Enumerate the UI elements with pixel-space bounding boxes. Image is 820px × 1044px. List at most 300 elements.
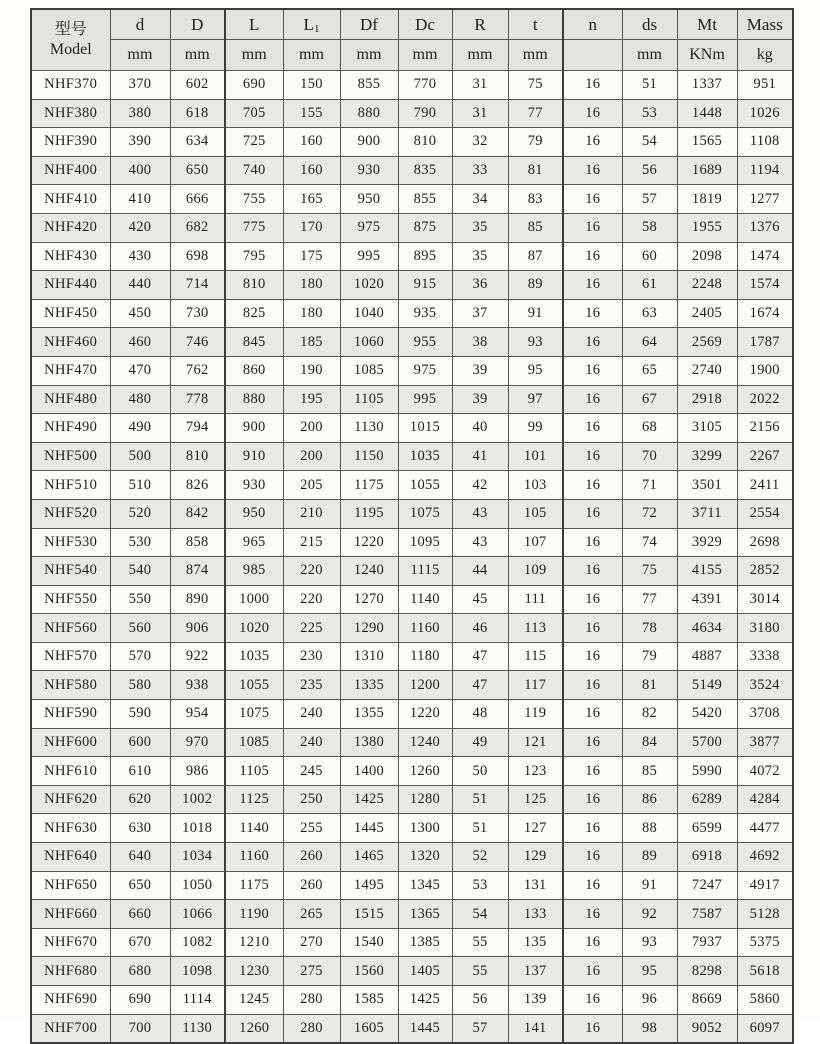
cell-L1: 150 <box>283 71 340 100</box>
cell-Df: 1290 <box>340 614 398 643</box>
cell-R: 51 <box>452 785 508 814</box>
table-row <box>31 871 793 900</box>
cell-R: 57 <box>452 1014 508 1043</box>
cell-L1: 275 <box>283 957 340 986</box>
column-unit-L1: mm <box>283 40 340 71</box>
cell-d: 450 <box>110 299 170 328</box>
cell-D: 986 <box>170 757 225 786</box>
model-cell: NHF390 <box>31 128 110 157</box>
cell-Dc: 1240 <box>398 728 452 757</box>
cell-ds: 53 <box>622 99 677 128</box>
cell-n: 16 <box>563 385 622 414</box>
table-row <box>31 528 793 557</box>
cell-L1: 250 <box>283 785 340 814</box>
cell-D: 842 <box>170 499 225 528</box>
model-cell: NHF680 <box>31 957 110 986</box>
cell-Mt: 9052 <box>677 1014 737 1043</box>
cell-Dc: 1095 <box>398 528 452 557</box>
cell-d: 500 <box>110 442 170 471</box>
cell-d: 640 <box>110 843 170 872</box>
cell-n: 16 <box>563 642 622 671</box>
cell-n: 16 <box>563 928 622 957</box>
cell-Mt: 2098 <box>677 242 737 271</box>
dimension-spec-table <box>30 8 794 1044</box>
cell-t: 77 <box>508 99 563 128</box>
cell-n: 16 <box>563 900 622 929</box>
column-header-Mt <box>677 9 737 40</box>
model-cell: NHF520 <box>31 499 110 528</box>
cell-Mass: 3338 <box>737 642 793 671</box>
column-label: R <box>474 14 486 34</box>
cell-n: 16 <box>563 957 622 986</box>
cell-n: 16 <box>563 99 622 128</box>
cell-d: 680 <box>110 957 170 986</box>
column-header-d <box>110 9 170 40</box>
cell-D: 826 <box>170 471 225 500</box>
cell-t: 119 <box>508 700 563 729</box>
cell-d: 370 <box>110 71 170 100</box>
cell-R: 32 <box>452 128 508 157</box>
cell-n: 16 <box>563 843 622 872</box>
cell-Mass: 5375 <box>737 928 793 957</box>
cell-L1: 190 <box>283 356 340 385</box>
model-header-en: Model <box>49 41 92 58</box>
cell-L: 705 <box>225 99 283 128</box>
cell-n: 16 <box>563 471 622 500</box>
cell-d: 510 <box>110 471 170 500</box>
column-unit-Dc: mm <box>398 40 452 71</box>
column-header-D <box>170 9 225 40</box>
model-cell: NHF670 <box>31 928 110 957</box>
cell-Dc: 955 <box>398 328 452 357</box>
cell-Df: 900 <box>340 128 398 157</box>
cell-D: 970 <box>170 728 225 757</box>
cell-R: 34 <box>452 185 508 214</box>
cell-Dc: 875 <box>398 213 452 242</box>
cell-Mass: 951 <box>737 71 793 100</box>
cell-n: 16 <box>563 499 622 528</box>
model-cell: NHF700 <box>31 1014 110 1043</box>
cell-d: 380 <box>110 99 170 128</box>
cell-R: 36 <box>452 271 508 300</box>
cell-L: 1140 <box>225 814 283 843</box>
cell-D: 1082 <box>170 928 225 957</box>
model-cell: NHF690 <box>31 986 110 1015</box>
cell-L: 1000 <box>225 585 283 614</box>
cell-R: 42 <box>452 471 508 500</box>
cell-ds: 56 <box>622 156 677 185</box>
model-cell: NHF570 <box>31 642 110 671</box>
cell-d: 520 <box>110 499 170 528</box>
cell-d: 400 <box>110 156 170 185</box>
cell-Df: 1085 <box>340 356 398 385</box>
cell-Df: 880 <box>340 99 398 128</box>
cell-D: 906 <box>170 614 225 643</box>
cell-D: 890 <box>170 585 225 614</box>
table-body <box>31 71 793 1044</box>
cell-Df: 1445 <box>340 814 398 843</box>
cell-L1: 155 <box>283 99 340 128</box>
cell-L1: 265 <box>283 900 340 929</box>
cell-R: 51 <box>452 814 508 843</box>
model-cell: NHF530 <box>31 528 110 557</box>
column-unit-Mt: KNm <box>677 40 737 71</box>
cell-d: 690 <box>110 986 170 1015</box>
cell-Mass: 5860 <box>737 986 793 1015</box>
cell-Mass: 1026 <box>737 99 793 128</box>
cell-t: 111 <box>508 585 563 614</box>
model-cell: NHF620 <box>31 785 110 814</box>
cell-t: 137 <box>508 957 563 986</box>
cell-L: 1075 <box>225 700 283 729</box>
cell-L: 1055 <box>225 671 283 700</box>
cell-L1: 160 <box>283 156 340 185</box>
cell-D: 602 <box>170 71 225 100</box>
table-row <box>31 642 793 671</box>
cell-n: 16 <box>563 271 622 300</box>
cell-Mt: 1955 <box>677 213 737 242</box>
cell-ds: 57 <box>622 185 677 214</box>
cell-R: 52 <box>452 843 508 872</box>
cell-D: 1130 <box>170 1014 225 1043</box>
table-row <box>31 585 793 614</box>
cell-D: 1018 <box>170 814 225 843</box>
cell-R: 43 <box>452 528 508 557</box>
cell-L1: 160 <box>283 128 340 157</box>
cell-Dc: 835 <box>398 156 452 185</box>
table-row <box>31 471 793 500</box>
cell-d: 430 <box>110 242 170 271</box>
cell-L1: 200 <box>283 442 340 471</box>
cell-Mt: 3501 <box>677 471 737 500</box>
cell-Mt: 3711 <box>677 499 737 528</box>
cell-t: 85 <box>508 213 563 242</box>
cell-t: 121 <box>508 728 563 757</box>
cell-Df: 1425 <box>340 785 398 814</box>
cell-t: 117 <box>508 671 563 700</box>
table-row <box>31 557 793 586</box>
cell-d: 610 <box>110 757 170 786</box>
cell-ds: 70 <box>622 442 677 471</box>
table-row <box>31 328 793 357</box>
cell-n: 16 <box>563 785 622 814</box>
cell-Mt: 4391 <box>677 585 737 614</box>
cell-R: 37 <box>452 299 508 328</box>
table-row <box>31 99 793 128</box>
cell-t: 81 <box>508 156 563 185</box>
cell-L: 740 <box>225 156 283 185</box>
cell-L1: 270 <box>283 928 340 957</box>
column-header-Df <box>340 9 398 40</box>
cell-D: 954 <box>170 700 225 729</box>
cell-t: 99 <box>508 414 563 443</box>
cell-n: 16 <box>563 356 622 385</box>
cell-Dc: 895 <box>398 242 452 271</box>
header-label-row <box>31 9 793 40</box>
cell-Df: 1585 <box>340 986 398 1015</box>
cell-Mt: 5149 <box>677 671 737 700</box>
cell-n: 16 <box>563 700 622 729</box>
cell-Mt: 1448 <box>677 99 737 128</box>
cell-L: 775 <box>225 213 283 242</box>
cell-Df: 1040 <box>340 299 398 328</box>
cell-ds: 86 <box>622 785 677 814</box>
cell-L: 1190 <box>225 900 283 929</box>
cell-R: 39 <box>452 385 508 414</box>
column-header-n <box>563 9 622 40</box>
cell-D: 650 <box>170 156 225 185</box>
cell-ds: 88 <box>622 814 677 843</box>
cell-L: 1245 <box>225 986 283 1015</box>
cell-Dc: 1445 <box>398 1014 452 1043</box>
cell-t: 133 <box>508 900 563 929</box>
cell-n: 16 <box>563 442 622 471</box>
column-label: Mass <box>746 14 783 34</box>
cell-ds: 93 <box>622 928 677 957</box>
model-cell: NHF590 <box>31 700 110 729</box>
cell-t: 91 <box>508 299 563 328</box>
cell-R: 44 <box>452 557 508 586</box>
cell-D: 730 <box>170 299 225 328</box>
cell-Mt: 8298 <box>677 957 737 986</box>
model-header-zh: 型号 <box>54 21 87 38</box>
cell-L: 985 <box>225 557 283 586</box>
cell-Mass: 4917 <box>737 871 793 900</box>
cell-Dc: 1015 <box>398 414 452 443</box>
cell-t: 109 <box>508 557 563 586</box>
cell-L1: 185 <box>283 328 340 357</box>
cell-n: 16 <box>563 71 622 100</box>
cell-n: 16 <box>563 185 622 214</box>
cell-d: 600 <box>110 728 170 757</box>
cell-D: 698 <box>170 242 225 271</box>
cell-L: 1260 <box>225 1014 283 1043</box>
cell-Dc: 1385 <box>398 928 452 957</box>
cell-d: 420 <box>110 213 170 242</box>
cell-D: 1098 <box>170 957 225 986</box>
cell-t: 89 <box>508 271 563 300</box>
cell-Dc: 1035 <box>398 442 452 471</box>
model-cell: NHF440 <box>31 271 110 300</box>
model-cell: NHF560 <box>31 614 110 643</box>
cell-Df: 1060 <box>340 328 398 357</box>
cell-ds: 67 <box>622 385 677 414</box>
table-row <box>31 156 793 185</box>
cell-L: 1160 <box>225 843 283 872</box>
column-header-t <box>508 9 563 40</box>
cell-Mt: 8669 <box>677 986 737 1015</box>
cell-L: 825 <box>225 299 283 328</box>
cell-n: 16 <box>563 299 622 328</box>
cell-d: 590 <box>110 700 170 729</box>
column-header-Dc <box>398 9 452 40</box>
table-row <box>31 986 793 1015</box>
cell-R: 41 <box>452 442 508 471</box>
cell-d: 530 <box>110 528 170 557</box>
cell-ds: 85 <box>622 757 677 786</box>
cell-Mass: 2852 <box>737 557 793 586</box>
cell-ds: 61 <box>622 271 677 300</box>
cell-t: 107 <box>508 528 563 557</box>
cell-t: 125 <box>508 785 563 814</box>
cell-t: 113 <box>508 614 563 643</box>
cell-n: 16 <box>563 557 622 586</box>
table-row <box>31 185 793 214</box>
cell-Dc: 975 <box>398 356 452 385</box>
cell-t: 75 <box>508 71 563 100</box>
cell-R: 38 <box>452 328 508 357</box>
cell-Dc: 855 <box>398 185 452 214</box>
cell-Dc: 995 <box>398 385 452 414</box>
cell-L1: 220 <box>283 585 340 614</box>
cell-D: 938 <box>170 671 225 700</box>
table-row <box>31 757 793 786</box>
cell-d: 620 <box>110 785 170 814</box>
cell-D: 666 <box>170 185 225 214</box>
cell-Mass: 1900 <box>737 356 793 385</box>
cell-D: 1066 <box>170 900 225 929</box>
cell-L1: 195 <box>283 385 340 414</box>
cell-Mt: 4634 <box>677 614 737 643</box>
cell-Mass: 4692 <box>737 843 793 872</box>
column-unit-d: mm <box>110 40 170 71</box>
cell-Df: 1240 <box>340 557 398 586</box>
cell-L: 910 <box>225 442 283 471</box>
cell-R: 43 <box>452 499 508 528</box>
cell-L: 1175 <box>225 871 283 900</box>
column-label: L <box>303 14 314 34</box>
cell-ds: 63 <box>622 299 677 328</box>
column-label: Dc <box>415 14 435 34</box>
model-cell: NHF660 <box>31 900 110 929</box>
cell-R: 56 <box>452 986 508 1015</box>
cell-Mass: 3524 <box>737 671 793 700</box>
table-row <box>31 814 793 843</box>
column-unit-Mass: kg <box>737 40 793 71</box>
cell-Mt: 1565 <box>677 128 737 157</box>
cell-Mass: 1194 <box>737 156 793 185</box>
table-row <box>31 71 793 100</box>
cell-ds: 68 <box>622 414 677 443</box>
model-cell: NHF640 <box>31 843 110 872</box>
cell-Df: 975 <box>340 213 398 242</box>
column-header-model <box>31 9 110 71</box>
cell-Mt: 3105 <box>677 414 737 443</box>
cell-Df: 1465 <box>340 843 398 872</box>
cell-Mass: 2022 <box>737 385 793 414</box>
cell-Mass: 5618 <box>737 957 793 986</box>
cell-Mass: 5128 <box>737 900 793 929</box>
cell-t: 95 <box>508 356 563 385</box>
cell-Mt: 1819 <box>677 185 737 214</box>
cell-t: 103 <box>508 471 563 500</box>
cell-L1: 175 <box>283 242 340 271</box>
cell-t: 79 <box>508 128 563 157</box>
cell-Mass: 1108 <box>737 128 793 157</box>
cell-Mt: 2248 <box>677 271 737 300</box>
table-row <box>31 900 793 929</box>
model-cell: NHF510 <box>31 471 110 500</box>
cell-ds: 96 <box>622 986 677 1015</box>
cell-Df: 1605 <box>340 1014 398 1043</box>
cell-Dc: 1425 <box>398 986 452 1015</box>
cell-D: 858 <box>170 528 225 557</box>
cell-d: 570 <box>110 642 170 671</box>
cell-n: 16 <box>563 242 622 271</box>
cell-t: 127 <box>508 814 563 843</box>
cell-R: 48 <box>452 700 508 729</box>
cell-n: 16 <box>563 1014 622 1043</box>
cell-L: 860 <box>225 356 283 385</box>
cell-Df: 855 <box>340 71 398 100</box>
cell-Df: 1175 <box>340 471 398 500</box>
cell-t: 129 <box>508 843 563 872</box>
cell-Dc: 1260 <box>398 757 452 786</box>
cell-Df: 1020 <box>340 271 398 300</box>
cell-L1: 215 <box>283 528 340 557</box>
cell-ds: 65 <box>622 356 677 385</box>
model-cell: NHF400 <box>31 156 110 185</box>
cell-L1: 170 <box>283 213 340 242</box>
cell-Df: 930 <box>340 156 398 185</box>
cell-Mass: 3708 <box>737 700 793 729</box>
cell-Dc: 770 <box>398 71 452 100</box>
cell-ds: 82 <box>622 700 677 729</box>
cell-L1: 280 <box>283 986 340 1015</box>
cell-Mt: 2918 <box>677 385 737 414</box>
cell-d: 540 <box>110 557 170 586</box>
cell-L: 900 <box>225 414 283 443</box>
table-row <box>31 785 793 814</box>
cell-n: 16 <box>563 671 622 700</box>
cell-Dc: 1180 <box>398 642 452 671</box>
column-label: D <box>191 14 204 34</box>
cell-R: 39 <box>452 356 508 385</box>
cell-Dc: 1345 <box>398 871 452 900</box>
column-unit-t: mm <box>508 40 563 71</box>
cell-Mass: 1277 <box>737 185 793 214</box>
cell-D: 714 <box>170 271 225 300</box>
cell-L1: 280 <box>283 1014 340 1043</box>
cell-L1: 180 <box>283 271 340 300</box>
cell-ds: 78 <box>622 614 677 643</box>
cell-ds: 51 <box>622 71 677 100</box>
cell-d: 560 <box>110 614 170 643</box>
cell-ds: 60 <box>622 242 677 271</box>
cell-ds: 58 <box>622 213 677 242</box>
cell-Mass: 2267 <box>737 442 793 471</box>
cell-R: 55 <box>452 928 508 957</box>
column-unit-D: mm <box>170 40 225 71</box>
cell-L: 755 <box>225 185 283 214</box>
column-header-Mass <box>737 9 793 40</box>
cell-L: 1230 <box>225 957 283 986</box>
cell-ds: 74 <box>622 528 677 557</box>
cell-Dc: 1140 <box>398 585 452 614</box>
cell-Dc: 790 <box>398 99 452 128</box>
cell-L: 810 <box>225 271 283 300</box>
cell-L: 880 <box>225 385 283 414</box>
cell-R: 53 <box>452 871 508 900</box>
cell-D: 618 <box>170 99 225 128</box>
cell-L1: 225 <box>283 614 340 643</box>
cell-D: 1002 <box>170 785 225 814</box>
cell-ds: 71 <box>622 471 677 500</box>
cell-R: 31 <box>452 71 508 100</box>
cell-Df: 995 <box>340 242 398 271</box>
cell-L: 1210 <box>225 928 283 957</box>
cell-Mass: 2156 <box>737 414 793 443</box>
